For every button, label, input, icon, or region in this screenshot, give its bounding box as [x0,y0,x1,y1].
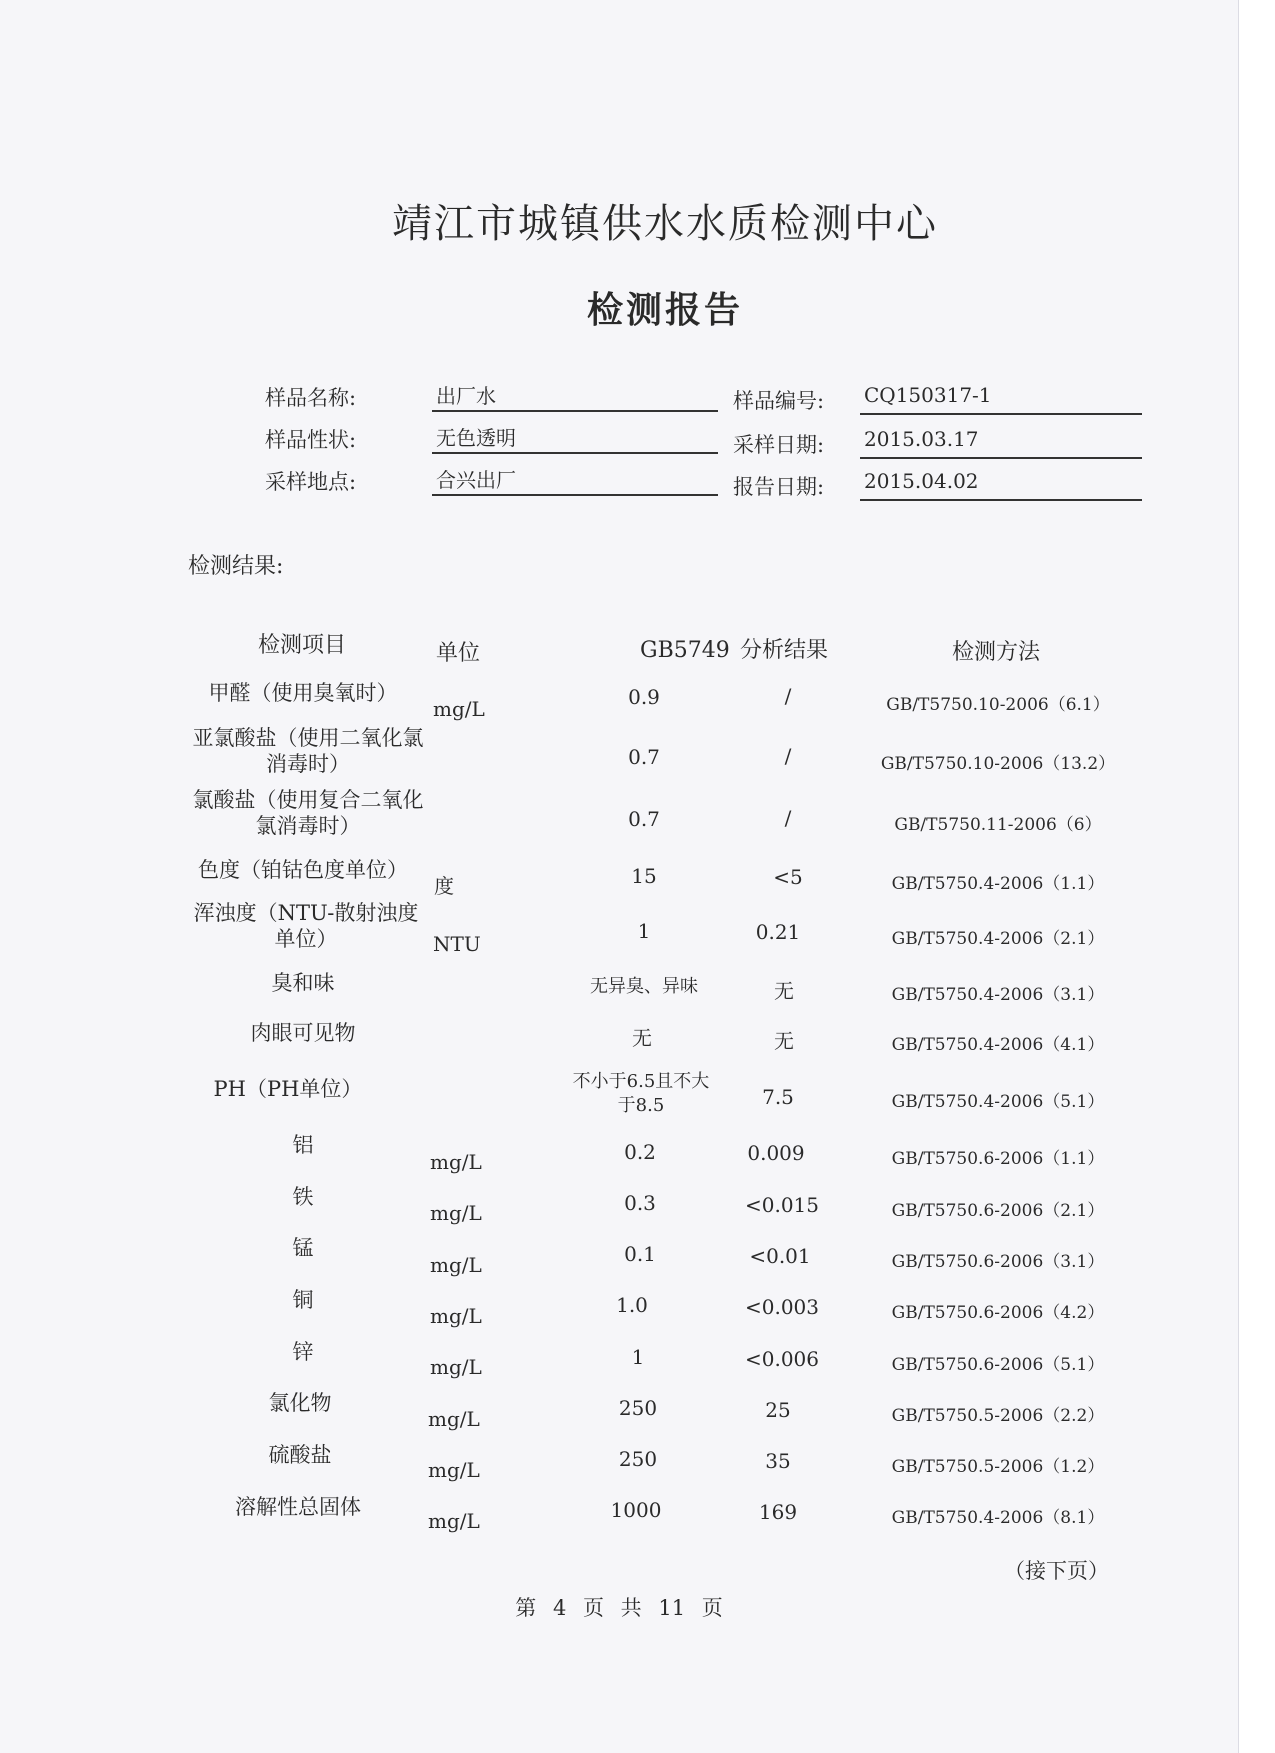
row-method: GB/T5750.4-2006（1.1） [891,874,1105,894]
row-method: GB/T5750.4-2006（8.1） [891,1508,1105,1528]
row-result: / [784,684,792,708]
row-item-name: 锌 [292,1340,314,1364]
row-result: <0.003 [744,1295,819,1319]
row-unit: mg/L [430,1304,482,1328]
row-result: 无 [774,1029,794,1053]
row-result: / [784,806,792,830]
row-unit: NTU [433,932,481,956]
row-item-name: 氯化物 [268,1391,332,1415]
sample-number-value: CQ150317-1 [860,383,1142,415]
col-header-item: 检测项目 [258,633,347,658]
row-standard: 0.7 [628,807,660,831]
row-item-name: 铝 [292,1133,314,1157]
row-method: GB/T5750.6-2006（3.1） [891,1252,1105,1272]
row-standard: 1 [637,919,651,943]
row-result: / [784,744,792,768]
row-item-name: 铜 [292,1288,314,1312]
row-item-name: 亚氯酸盐（使用二氧化氯消毒时） [192,726,424,776]
continued-note: （接下页） [1004,1559,1109,1583]
sample-number-label: 样品编号: [733,389,825,413]
row-standard: 不小于6.5且不大于8.5 [572,1071,710,1116]
row-standard: 0.7 [628,745,660,769]
row-method: GB/T5750.11-2006（6） [894,815,1102,835]
sample-name-label: 样品名称: [265,386,357,410]
row-method: GB/T5750.6-2006（1.1） [891,1149,1105,1169]
row-unit: mg/L [430,1201,482,1225]
row-item-name: 甲醛（使用臭氧时） [208,681,398,705]
sample-appearance-label: 样品性状: [265,428,357,452]
sample-name-value: 出厂水 [432,380,718,412]
row-standard: 0.2 [624,1140,656,1164]
row-method: GB/T5750.6-2006（5.1） [891,1355,1105,1375]
row-result: <0.01 [749,1244,811,1268]
row-method: GB/T5750.5-2006（1.2） [891,1457,1105,1477]
row-item-name: 氯酸盐（使用复合二氧化氯消毒时） [192,788,424,838]
row-unit: 度 [434,874,454,898]
row-unit: mg/L [430,1355,482,1379]
report-date-label: 报告日期: [733,475,825,499]
sample-appearance-value: 无色透明 [432,422,718,454]
row-unit: mg/L [428,1407,480,1431]
row-result: 169 [758,1500,798,1524]
sampling-location-label: 采样地点: [265,470,357,494]
report-title: 检测报告 [586,289,743,331]
row-standard: 15 [631,864,657,888]
sampling-date-value: 2015.03.17 [860,427,1142,459]
row-standard: 1 [631,1345,645,1369]
row-method: GB/T5750.10-2006（13.2） [880,754,1116,774]
sampling-date-label: 采样日期: [733,433,825,457]
col-header-method: 检测方法 [952,640,1041,665]
row-method: GB/T5750.4-2006（4.1） [891,1035,1105,1055]
row-item-name: 色度（铂钴色度单位） [198,858,408,882]
row-standard: 250 [618,1447,658,1471]
row-method: GB/T5750.6-2006（4.2） [891,1303,1105,1323]
row-method: GB/T5750.4-2006（5.1） [891,1092,1105,1112]
row-method: GB/T5750.4-2006（3.1） [891,985,1105,1005]
row-unit: mg/L [430,1150,482,1174]
col-header-unit: 单位 [436,641,481,666]
row-item-name: 浑浊度（NTU-散射浊度单位） [193,901,419,951]
page-edge [1238,0,1275,1753]
organization-name: 靖江市城镇供水水质检测中心 [392,201,938,247]
row-result: 35 [765,1449,791,1473]
row-method: GB/T5750.10-2006（6.1） [886,695,1110,715]
report-date-value: 2015.04.02 [860,469,1142,501]
row-standard: 250 [618,1396,658,1420]
row-unit: mg/L [428,1509,480,1533]
row-item-name: 臭和味 [271,971,335,995]
row-standard: 无 [632,1026,652,1050]
row-standard: 1.0 [616,1293,648,1317]
row-unit: mg/L [430,1253,482,1277]
row-method: GB/T5750.4-2006（2.1） [891,929,1105,949]
row-item-name: PH（PH单位） [213,1077,363,1101]
row-standard: 0.3 [624,1191,656,1215]
row-result: <0.006 [744,1347,819,1371]
row-item-name: 肉眼可见物 [250,1021,356,1045]
row-result: 无 [774,979,794,1003]
row-standard: 0.1 [624,1242,656,1266]
row-item-name: 铁 [292,1185,314,1209]
row-result: <5 [773,865,803,889]
row-result: 7.5 [762,1085,794,1109]
row-standard: 0.9 [628,685,660,709]
row-standard: 无异臭、异味 [590,976,698,997]
results-section-label: 检测结果: [188,554,284,579]
row-item-name: 锰 [292,1236,314,1260]
row-result: 0.009 [747,1141,805,1165]
row-method: GB/T5750.6-2006（2.1） [891,1201,1105,1221]
sampling-location-value: 合兴出厂 [432,464,718,496]
row-unit: mg/L [433,697,485,721]
row-result: 0.21 [755,920,801,944]
row-method: GB/T5750.5-2006（2.2） [891,1406,1105,1426]
row-standard: 1000 [610,1498,662,1522]
col-header-standard: GB5749 [640,638,730,663]
page-number: 第 4 页 共 11 页 [515,1596,723,1620]
col-header-result: 分析结果 [740,638,829,663]
row-result: <0.015 [744,1193,819,1217]
row-result: 25 [765,1398,791,1422]
row-item-name: 溶解性总固体 [235,1495,361,1519]
row-item-name: 硫酸盐 [268,1443,332,1467]
row-unit: mg/L [428,1458,480,1482]
